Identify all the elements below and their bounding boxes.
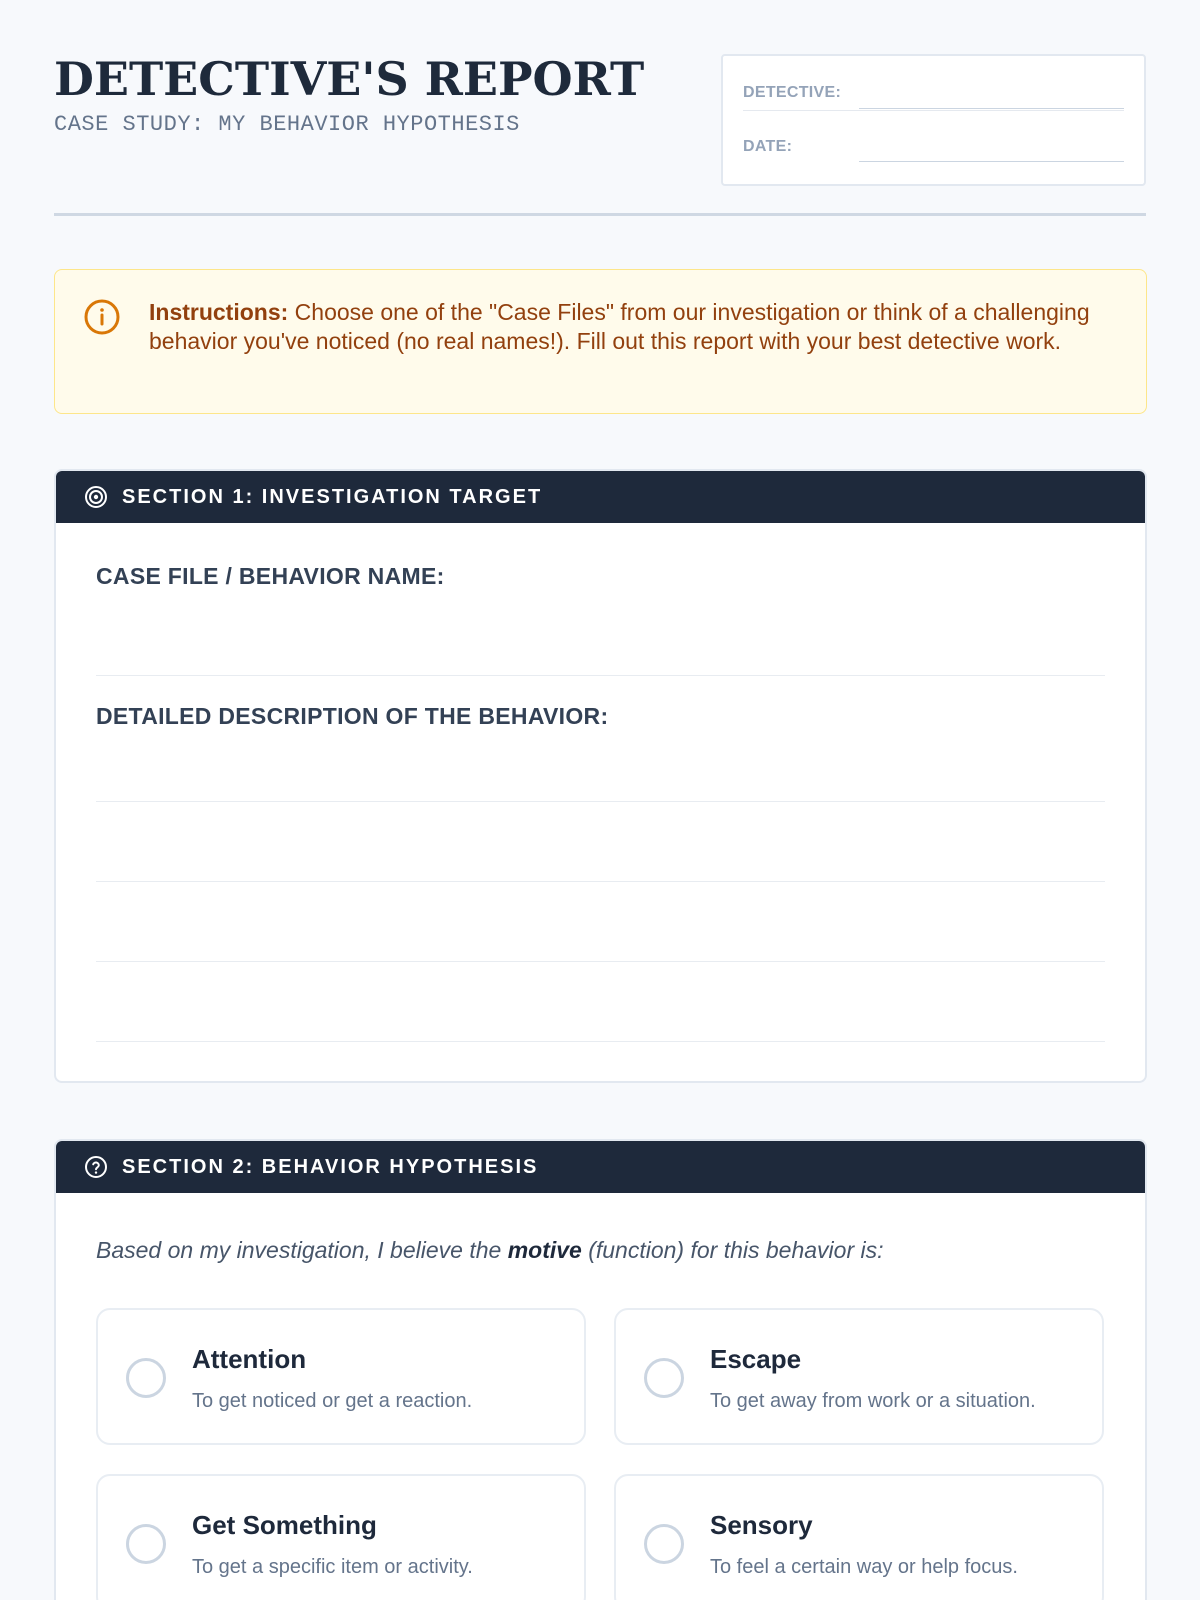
option-description: To get away from work or a situation.	[710, 1390, 1036, 1412]
option-description: To get a specific item or activity.	[192, 1556, 473, 1578]
hypothesis-prompt-start: Based on my investigation, I believe the	[96, 1237, 508, 1263]
target-icon	[84, 485, 108, 509]
behavior-name-label: CASE FILE / BEHAVIOR NAME:	[96, 563, 445, 589]
option-get-something[interactable]	[96, 1474, 586, 1600]
hypothesis-prompt-bold: motive	[507, 1237, 582, 1263]
date-label: DATE:	[743, 138, 793, 155]
section-1-title: SECTION 1: INVESTIGATION TARGET	[122, 486, 543, 508]
description-line-4[interactable]	[96, 1041, 1105, 1042]
page-title: DETECTIVE'S REPORT	[54, 52, 645, 106]
option-escape[interactable]	[614, 1308, 1104, 1445]
detective-label: DETECTIVE:	[743, 84, 842, 101]
section-behavior-hypothesis	[54, 1139, 1147, 1600]
option-title: Get Something	[192, 1510, 377, 1540]
hypothesis-prompt-end: (function) for this behavior is:	[581, 1237, 884, 1263]
option-title: Escape	[710, 1344, 802, 1374]
section-1-header	[56, 471, 1145, 523]
instructions-text	[149, 298, 1110, 356]
description-line-1[interactable]	[96, 801, 1105, 802]
section-2-title: SECTION 2: BEHAVIOR HYPOTHESIS	[122, 1156, 539, 1178]
get-something-radio[interactable]	[126, 1524, 166, 1564]
page-subtitle: CASE STUDY: MY BEHAVIOR HYPOTHESIS	[54, 112, 520, 137]
detective-row	[743, 56, 1124, 111]
section-2-header	[56, 1141, 1145, 1193]
date-field[interactable]	[859, 161, 1124, 162]
report-header	[54, 0, 1146, 216]
question-icon	[84, 1155, 108, 1179]
instructions-body: Choose one of the "Case Files" from our investigation or think of a challenging behavior you've noticed (no real names!). Fill out this report with your best detective work.	[149, 299, 1090, 354]
description-line-2[interactable]	[96, 881, 1105, 882]
date-row	[743, 111, 1124, 166]
sensory-radio[interactable]	[644, 1524, 684, 1564]
info-icon	[83, 298, 121, 336]
option-title: Attention	[192, 1344, 307, 1374]
instructions-lead: Instructions:	[149, 299, 289, 325]
option-description: To get noticed or get a reaction.	[192, 1390, 473, 1412]
detective-info-box	[721, 54, 1146, 186]
option-description: To feel a certain way or help focus.	[710, 1556, 1018, 1578]
attention-radio[interactable]	[126, 1358, 166, 1398]
option-sensory[interactable]	[614, 1474, 1104, 1600]
detective-field[interactable]	[859, 108, 1124, 109]
behavior-description-label: DETAILED DESCRIPTION OF THE BEHAVIOR:	[96, 703, 609, 729]
option-title: Sensory	[710, 1510, 813, 1540]
escape-radio[interactable]	[644, 1358, 684, 1398]
behavior-name-field[interactable]	[96, 675, 1105, 676]
description-line-3[interactable]	[96, 961, 1105, 962]
instructions-callout	[54, 269, 1147, 414]
section-investigation-target	[54, 469, 1147, 1083]
option-attention[interactable]	[96, 1308, 586, 1445]
hypothesis-prompt	[96, 1237, 884, 1264]
